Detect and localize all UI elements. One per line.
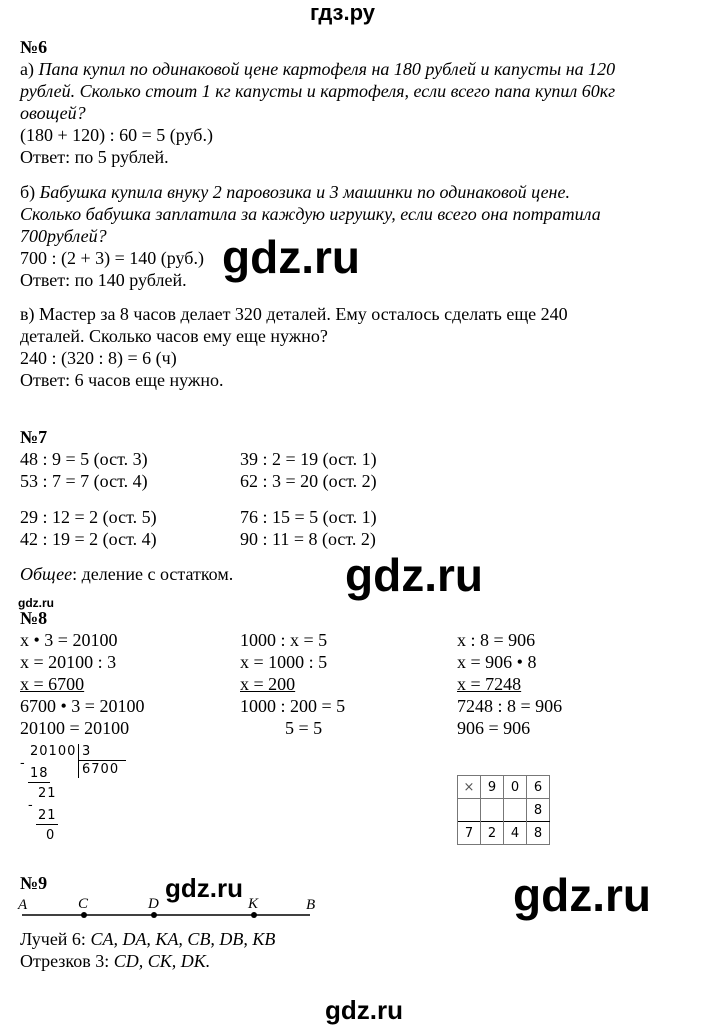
mult-cell bbox=[481, 799, 504, 822]
task6-b-line3: 700рублей? bbox=[20, 226, 107, 246]
mult-cell: 8 bbox=[527, 799, 550, 822]
task7-common-text: : деление с остатком. bbox=[72, 564, 234, 584]
mult-cell: 4 bbox=[504, 822, 527, 845]
task8-col2-2: x = 200 bbox=[240, 674, 296, 694]
task7-left-2: 29 : 12 = 2 (ост. 5) bbox=[20, 507, 157, 527]
task7-common bbox=[20, 563, 233, 585]
point-label-d: D bbox=[148, 896, 159, 912]
division-quotient: 6700 bbox=[82, 762, 120, 777]
task7-right-2: 76 : 15 = 5 (ост. 1) bbox=[240, 507, 377, 527]
task6-b-marker: б) bbox=[20, 182, 36, 202]
watermark: gdz.ru bbox=[222, 231, 360, 283]
mult-cell: 6 bbox=[527, 776, 550, 799]
division-step1: 18 bbox=[30, 766, 49, 781]
task9-rays-list: CA, DA, KA, CB, DB, KB bbox=[90, 929, 276, 949]
division-minus: - bbox=[20, 756, 26, 771]
task8-col1-3: 6700 • 3 = 20100 bbox=[20, 696, 145, 716]
watermark: gdz.ru bbox=[18, 596, 54, 610]
division-divisor: 3 bbox=[82, 744, 92, 759]
task9-segments bbox=[20, 950, 210, 972]
task6-c-line1: в) Мастер за 8 часов делает 320 деталей. Ему осталось сделать еще 240 bbox=[20, 304, 568, 324]
task8-col3-1: x = 906 • 8 bbox=[457, 652, 537, 672]
task8-col1-2: x = 6700 bbox=[20, 674, 85, 694]
watermark: gdz.ru bbox=[325, 995, 403, 1025]
task8-col1-0: x • 3 = 20100 bbox=[20, 630, 118, 650]
task9-segments-label: Отрезков 3: bbox=[20, 951, 110, 971]
division-dividend: 20100 bbox=[30, 744, 77, 759]
task8-col1-1: x = 20100 : 3 bbox=[20, 652, 117, 672]
watermark: gdz.ru bbox=[513, 869, 651, 921]
task7-left-1: 53 : 7 = 7 (ост. 4) bbox=[20, 471, 148, 491]
task7-common-label: Общее bbox=[20, 564, 73, 584]
mult-cell: 0 bbox=[504, 776, 527, 799]
task8-col3-3: 7248 : 8 = 906 bbox=[457, 696, 563, 716]
task8-col2-4: 5 = 5 bbox=[285, 718, 323, 738]
mult-cell: 9 bbox=[481, 776, 504, 799]
task9-title: №9 bbox=[20, 873, 48, 893]
division-rem1: 21 bbox=[38, 786, 57, 801]
mult-cell bbox=[504, 799, 527, 822]
task7-right-1: 62 : 3 = 20 (ост. 2) bbox=[240, 471, 377, 491]
task6-c-answer: Ответ: 6 часов еще нужно. bbox=[20, 370, 224, 390]
segment-diagram bbox=[18, 898, 328, 922]
task6-c-line2: деталей. Сколько часов ему еще нужно? bbox=[20, 326, 328, 346]
watermark: gdz.ru bbox=[165, 873, 243, 903]
task6-a-marker: а) bbox=[20, 59, 34, 79]
task6-title: №6 bbox=[20, 37, 48, 57]
task6-a-answer: Ответ: по 5 рублей. bbox=[20, 147, 169, 167]
task7-title: №7 bbox=[20, 427, 48, 447]
multiplication-grid bbox=[457, 775, 550, 845]
task6-a-line1 bbox=[20, 58, 615, 80]
site-header: гдз.ру bbox=[310, 0, 375, 25]
division-step2: 21 bbox=[38, 808, 57, 823]
division-hline bbox=[78, 760, 126, 761]
point-label-k: K bbox=[248, 896, 259, 912]
task7-right-0: 39 : 2 = 19 (ост. 1) bbox=[240, 449, 377, 469]
task9-rays-label: Лучей 6: bbox=[20, 929, 86, 949]
task6-a-text: Папа купил по одинаковой цене картофеля на 180 рублей и капусты на 120 bbox=[38, 59, 616, 79]
task6-c-solution: 240 : (320 : 8) = 6 (ч) bbox=[20, 348, 177, 368]
division-minus: - bbox=[28, 798, 34, 813]
long-division bbox=[18, 742, 138, 852]
point-label-b: B bbox=[306, 897, 316, 913]
task8-col3-4: 906 = 906 bbox=[457, 718, 531, 738]
task6-b-line2: Сколько бабушка заплатила за каждую игрушку, если всего она потратила bbox=[20, 204, 601, 224]
mult-cell: 7 bbox=[458, 822, 481, 845]
watermark: gdz.ru bbox=[345, 549, 483, 601]
task8-col2-1: x = 1000 : 5 bbox=[240, 652, 328, 672]
task8-col1-4: 20100 = 20100 bbox=[20, 718, 130, 738]
division-underline2 bbox=[36, 824, 58, 825]
task6-a-solution: (180 + 120) : 60 = 5 (руб.) bbox=[20, 125, 213, 145]
task6-a-line3: овощей? bbox=[20, 103, 86, 123]
task8-col2-0: 1000 : x = 5 bbox=[240, 630, 328, 650]
task7-left-0: 48 : 9 = 5 (ост. 3) bbox=[20, 449, 148, 469]
mult-cell: 8 bbox=[527, 822, 550, 845]
task8-col2-3: 1000 : 200 = 5 bbox=[240, 696, 346, 716]
task7-right-3: 90 : 11 = 8 (ост. 2) bbox=[240, 529, 376, 549]
task8-col3-0: x : 8 = 906 bbox=[457, 630, 536, 650]
division-vline bbox=[78, 744, 79, 778]
point-label-a: A bbox=[18, 897, 28, 913]
task9-rays bbox=[20, 928, 275, 950]
task7-left-3: 42 : 19 = 2 (ост. 4) bbox=[20, 529, 157, 549]
division-underline1 bbox=[28, 782, 50, 783]
division-rem2: 0 bbox=[46, 828, 56, 843]
mult-cell bbox=[458, 799, 481, 822]
task6-a-line2: рублей. Сколько стоит 1 кг капусты и картофеля, если всего папа купил 60кг bbox=[20, 81, 616, 101]
task6-b-text: Бабушка купила внуку 2 паровозика и 3 машинки по одинаковой цене. bbox=[39, 182, 570, 202]
task8-col3-2: x = 7248 bbox=[457, 674, 522, 694]
mult-sign: × bbox=[458, 776, 481, 799]
point-label-c: C bbox=[78, 896, 89, 912]
task6-b-answer: Ответ: по 140 рублей. bbox=[20, 270, 187, 290]
task8-title: №8 bbox=[20, 608, 48, 628]
task6-b-solution: 700 : (2 + 3) = 140 (руб.) bbox=[20, 248, 204, 268]
mult-cell: 2 bbox=[481, 822, 504, 845]
task9-segments-list: CD, CK, DK. bbox=[113, 951, 211, 971]
task6-b-line1 bbox=[20, 181, 570, 203]
